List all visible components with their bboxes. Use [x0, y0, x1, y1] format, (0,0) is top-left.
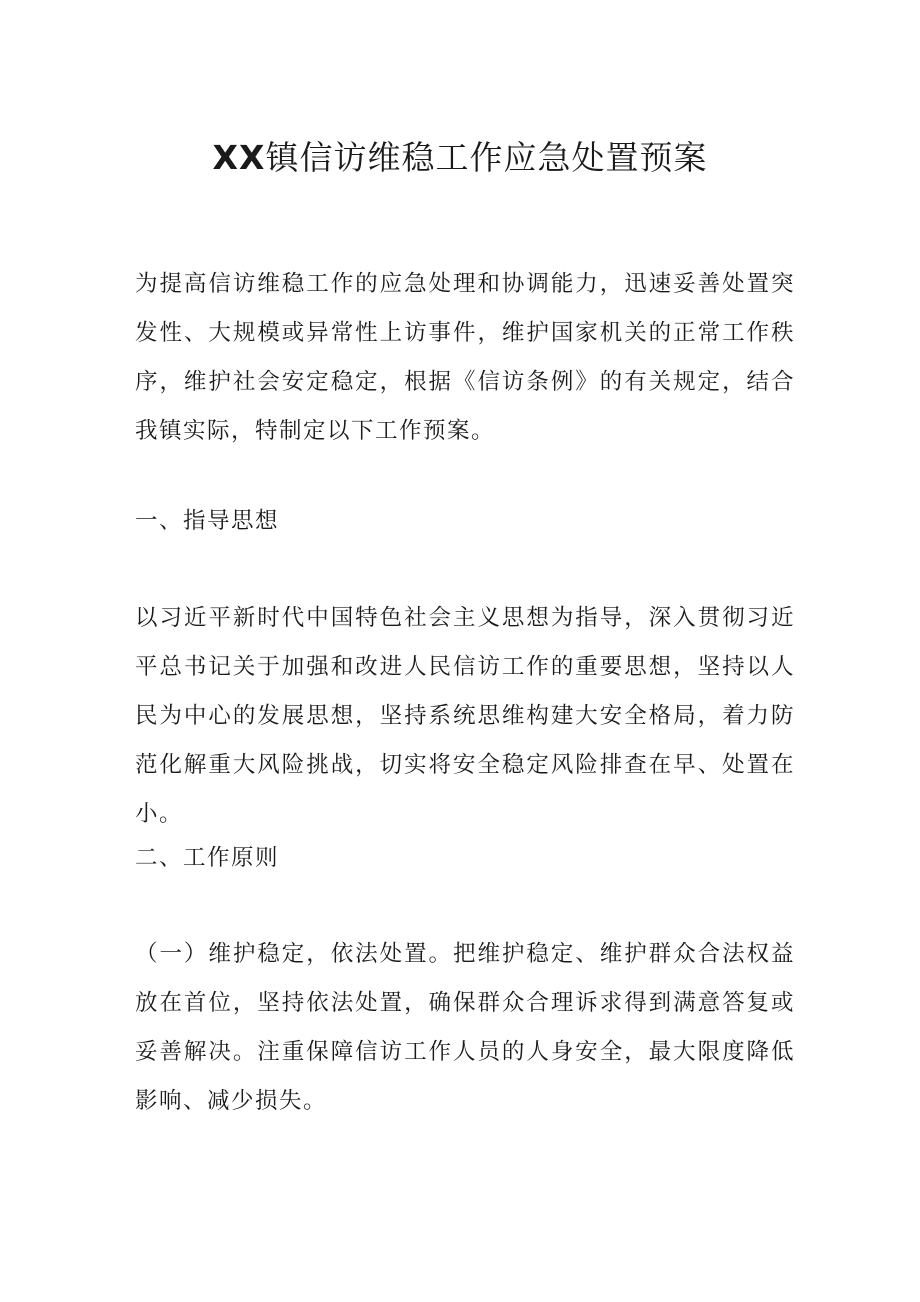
section-heading-work-principles: 二、工作原则 — [135, 845, 280, 871]
title-text: 镇信访维稳工作应急处置预案 — [265, 138, 708, 177]
guiding-thought-paragraph: 以习近平新时代中国特色社会主义思想为指导，深入贯彻习近平总书记关于加强和改进人民信访工作的重要思想，坚持以人民为中心的发展思想，坚持系统思维构建大安全格局，着力防范化解重大风险挑战，切实将安全稳定风险排查在早、处置在小。 — [135, 605, 795, 827]
section-heading-guiding-thought: 一、指导思想 — [135, 508, 280, 534]
intro-paragraph: 为提高信访维稳工作的应急处理和协调能力，迅速妥善处置突发性、大规模或异常性上访事件，维护国家机关的正常工作秩序，维护社会安定稳定，根据《信访条例》的有关规定，结合我镇实际，特制定以下工作预案。 — [135, 271, 795, 444]
document-title — [0, 132, 920, 184]
principle-item-1: （一）维护稳定，依法处置。把维护稳定、维护群众合法权益放在首位，坚持依法处置，确保群众合理诉求得到满意答复或妥善解决。注重保障信访工作人员的人身安全，最大限度降低影响、减少损失。 — [135, 941, 795, 1114]
title-prefix: XX — [212, 138, 266, 177]
